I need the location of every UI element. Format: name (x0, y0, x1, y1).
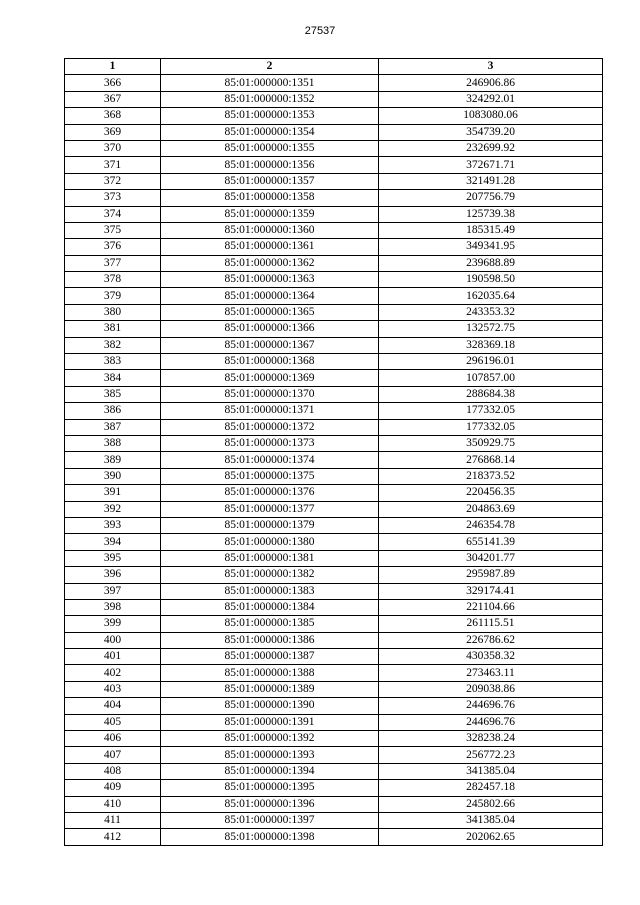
cadastral-number-cell: 85:01:000000:1359 (161, 206, 379, 222)
table-row (65, 616, 603, 632)
table-row (65, 501, 603, 517)
value-cell: 372671.71 (379, 157, 603, 173)
row-number-cell: 386 (65, 403, 161, 419)
table-row (65, 403, 603, 419)
cadastral-number-cell: 85:01:000000:1395 (161, 780, 379, 796)
row-number-cell: 366 (65, 75, 161, 91)
row-number-cell: 373 (65, 190, 161, 206)
row-number-cell: 374 (65, 206, 161, 222)
value-cell: 185315.49 (379, 222, 603, 238)
table-row (65, 599, 603, 615)
value-cell: 218373.52 (379, 468, 603, 484)
value-cell: 341385.04 (379, 763, 603, 779)
cadastral-number-cell: 85:01:000000:1355 (161, 140, 379, 156)
row-number-cell: 378 (65, 272, 161, 288)
row-number-cell: 411 (65, 812, 161, 828)
table-row (65, 452, 603, 468)
table-row (65, 124, 603, 140)
page-number: 27537 (304, 25, 336, 37)
value-cell: 246354.78 (379, 517, 603, 533)
cadastral-number-cell: 85:01:000000:1390 (161, 698, 379, 714)
table-row (65, 255, 603, 271)
value-cell: 354739.20 (379, 124, 603, 140)
table-row (65, 173, 603, 189)
table-row (65, 632, 603, 648)
table-row (65, 780, 603, 796)
row-number-cell: 368 (65, 108, 161, 124)
value-cell: 329174.41 (379, 583, 603, 599)
table-row (65, 337, 603, 353)
value-cell: 221104.66 (379, 599, 603, 615)
cadastral-number-cell: 85:01:000000:1373 (161, 435, 379, 451)
value-cell: 321491.28 (379, 173, 603, 189)
value-cell: 430358.32 (379, 649, 603, 665)
row-number-cell: 392 (65, 501, 161, 517)
row-number-cell: 377 (65, 255, 161, 271)
row-number-cell: 395 (65, 550, 161, 566)
table-row (65, 75, 603, 91)
cadastral-number-cell: 85:01:000000:1376 (161, 485, 379, 501)
value-cell: 125739.38 (379, 206, 603, 222)
row-number-cell: 393 (65, 517, 161, 533)
column-header-3: 3 (379, 59, 603, 75)
value-cell: 177332.05 (379, 403, 603, 419)
table-row (65, 370, 603, 386)
header-row (65, 59, 603, 75)
value-cell: 202062.65 (379, 829, 603, 845)
table-row (65, 731, 603, 747)
row-number-cell: 400 (65, 632, 161, 648)
row-number-cell: 401 (65, 649, 161, 665)
value-cell: 341385.04 (379, 812, 603, 828)
value-cell: 349341.95 (379, 239, 603, 255)
table-row (65, 665, 603, 681)
cadastral-number-cell: 85:01:000000:1354 (161, 124, 379, 140)
row-number-cell: 408 (65, 763, 161, 779)
value-cell: 107857.00 (379, 370, 603, 386)
value-cell: 177332.05 (379, 419, 603, 435)
row-number-cell: 376 (65, 239, 161, 255)
column-header-2: 2 (161, 59, 379, 75)
data-table (64, 58, 603, 846)
row-number-cell: 402 (65, 665, 161, 681)
table-row (65, 698, 603, 714)
row-number-cell: 394 (65, 534, 161, 550)
row-number-cell: 372 (65, 173, 161, 189)
cadastral-number-cell: 85:01:000000:1362 (161, 255, 379, 271)
table-row (65, 222, 603, 238)
row-number-cell: 388 (65, 435, 161, 451)
cadastral-number-cell: 85:01:000000:1397 (161, 812, 379, 828)
table-header (65, 59, 603, 75)
table-row (65, 272, 603, 288)
cadastral-number-cell: 85:01:000000:1386 (161, 632, 379, 648)
value-cell: 244696.76 (379, 714, 603, 730)
row-number-cell: 389 (65, 452, 161, 468)
row-number-cell: 371 (65, 157, 161, 173)
table-row (65, 829, 603, 845)
table-row (65, 583, 603, 599)
value-cell: 282457.18 (379, 780, 603, 796)
cadastral-number-cell: 85:01:000000:1383 (161, 583, 379, 599)
table-row (65, 649, 603, 665)
value-cell: 273463.11 (379, 665, 603, 681)
table-row (65, 796, 603, 812)
cadastral-number-cell: 85:01:000000:1351 (161, 75, 379, 91)
table-row (65, 485, 603, 501)
row-number-cell: 410 (65, 796, 161, 812)
cadastral-number-cell: 85:01:000000:1372 (161, 419, 379, 435)
value-cell: 245802.66 (379, 796, 603, 812)
value-cell: 220456.35 (379, 485, 603, 501)
value-cell: 296196.01 (379, 354, 603, 370)
cadastral-number-cell: 85:01:000000:1358 (161, 190, 379, 206)
value-cell: 132572.75 (379, 321, 603, 337)
table-row (65, 206, 603, 222)
table-row (65, 567, 603, 583)
value-cell: 190598.50 (379, 272, 603, 288)
row-number-cell: 387 (65, 419, 161, 435)
cadastral-number-cell: 85:01:000000:1380 (161, 534, 379, 550)
cadastral-number-cell: 85:01:000000:1367 (161, 337, 379, 353)
value-cell: 655141.39 (379, 534, 603, 550)
row-number-cell: 385 (65, 386, 161, 402)
value-cell: 243353.32 (379, 304, 603, 320)
cadastral-number-cell: 85:01:000000:1377 (161, 501, 379, 517)
value-cell: 295987.89 (379, 567, 603, 583)
table-row (65, 239, 603, 255)
cadastral-number-cell: 85:01:000000:1363 (161, 272, 379, 288)
row-number-cell: 405 (65, 714, 161, 730)
table-row (65, 91, 603, 107)
row-number-cell: 406 (65, 731, 161, 747)
value-cell: 162035.64 (379, 288, 603, 304)
value-cell: 232699.92 (379, 140, 603, 156)
cadastral-number-cell: 85:01:000000:1396 (161, 796, 379, 812)
table-row (65, 386, 603, 402)
row-number-cell: 399 (65, 616, 161, 632)
row-number-cell: 391 (65, 485, 161, 501)
cadastral-number-cell: 85:01:000000:1375 (161, 468, 379, 484)
cadastral-number-cell: 85:01:000000:1392 (161, 731, 379, 747)
table-row (65, 304, 603, 320)
table-row (65, 812, 603, 828)
value-cell: 207756.79 (379, 190, 603, 206)
cadastral-number-cell: 85:01:000000:1374 (161, 452, 379, 468)
table-row (65, 288, 603, 304)
table-row (65, 714, 603, 730)
cadastral-number-cell: 85:01:000000:1394 (161, 763, 379, 779)
value-cell: 246906.86 (379, 75, 603, 91)
cadastral-number-cell: 85:01:000000:1361 (161, 239, 379, 255)
row-number-cell: 407 (65, 747, 161, 763)
row-number-cell: 382 (65, 337, 161, 353)
cadastral-number-cell: 85:01:000000:1387 (161, 649, 379, 665)
cadastral-number-cell: 85:01:000000:1353 (161, 108, 379, 124)
table-row (65, 321, 603, 337)
cadastral-number-cell: 85:01:000000:1352 (161, 91, 379, 107)
table-row (65, 517, 603, 533)
cadastral-number-cell: 85:01:000000:1364 (161, 288, 379, 304)
cadastral-number-cell: 85:01:000000:1357 (161, 173, 379, 189)
row-number-cell: 398 (65, 599, 161, 615)
table-row (65, 763, 603, 779)
table-row (65, 140, 603, 156)
table-row (65, 190, 603, 206)
value-cell: 209038.86 (379, 681, 603, 697)
table-row (65, 681, 603, 697)
cadastral-number-cell: 85:01:000000:1388 (161, 665, 379, 681)
value-cell: 304201.77 (379, 550, 603, 566)
value-cell: 328238.24 (379, 731, 603, 747)
row-number-cell: 396 (65, 567, 161, 583)
row-number-cell: 381 (65, 321, 161, 337)
cadastral-number-cell: 85:01:000000:1389 (161, 681, 379, 697)
cadastral-number-cell: 85:01:000000:1385 (161, 616, 379, 632)
row-number-cell: 383 (65, 354, 161, 370)
value-cell: 226786.62 (379, 632, 603, 648)
value-cell: 350929.75 (379, 435, 603, 451)
cadastral-number-cell: 85:01:000000:1370 (161, 386, 379, 402)
row-number-cell: 379 (65, 288, 161, 304)
row-number-cell: 384 (65, 370, 161, 386)
value-cell: 328369.18 (379, 337, 603, 353)
cadastral-number-cell: 85:01:000000:1384 (161, 599, 379, 615)
row-number-cell: 409 (65, 780, 161, 796)
cadastral-number-cell: 85:01:000000:1360 (161, 222, 379, 238)
row-number-cell: 390 (65, 468, 161, 484)
value-cell: 261115.51 (379, 616, 603, 632)
value-cell: 324292.01 (379, 91, 603, 107)
cadastral-number-cell: 85:01:000000:1366 (161, 321, 379, 337)
column-header-1: 1 (65, 59, 161, 75)
row-number-cell: 370 (65, 140, 161, 156)
cadastral-number-cell: 85:01:000000:1371 (161, 403, 379, 419)
cadastral-number-cell: 85:01:000000:1379 (161, 517, 379, 533)
cadastral-number-cell: 85:01:000000:1398 (161, 829, 379, 845)
row-number-cell: 397 (65, 583, 161, 599)
table-body (65, 75, 603, 845)
table-row (65, 435, 603, 451)
cadastral-number-cell: 85:01:000000:1368 (161, 354, 379, 370)
value-cell: 204863.69 (379, 501, 603, 517)
value-cell: 244696.76 (379, 698, 603, 714)
value-cell: 288684.38 (379, 386, 603, 402)
table-row (65, 108, 603, 124)
table-row (65, 354, 603, 370)
table-row (65, 468, 603, 484)
value-cell: 256772.23 (379, 747, 603, 763)
row-number-cell: 375 (65, 222, 161, 238)
cadastral-number-cell: 85:01:000000:1393 (161, 747, 379, 763)
row-number-cell: 412 (65, 829, 161, 845)
row-number-cell: 369 (65, 124, 161, 140)
cadastral-number-cell: 85:01:000000:1391 (161, 714, 379, 730)
cadastral-number-cell: 85:01:000000:1356 (161, 157, 379, 173)
cadastral-number-cell: 85:01:000000:1365 (161, 304, 379, 320)
cadastral-number-cell: 85:01:000000:1369 (161, 370, 379, 386)
value-cell: 1083080.06 (379, 108, 603, 124)
cadastral-number-cell: 85:01:000000:1382 (161, 567, 379, 583)
cadastral-number-cell: 85:01:000000:1381 (161, 550, 379, 566)
table-row (65, 157, 603, 173)
table-row (65, 550, 603, 566)
row-number-cell: 403 (65, 681, 161, 697)
table-row (65, 419, 603, 435)
table-row (65, 534, 603, 550)
value-cell: 276868.14 (379, 452, 603, 468)
row-number-cell: 367 (65, 91, 161, 107)
row-number-cell: 404 (65, 698, 161, 714)
row-number-cell: 380 (65, 304, 161, 320)
value-cell: 239688.89 (379, 255, 603, 271)
table-row (65, 747, 603, 763)
